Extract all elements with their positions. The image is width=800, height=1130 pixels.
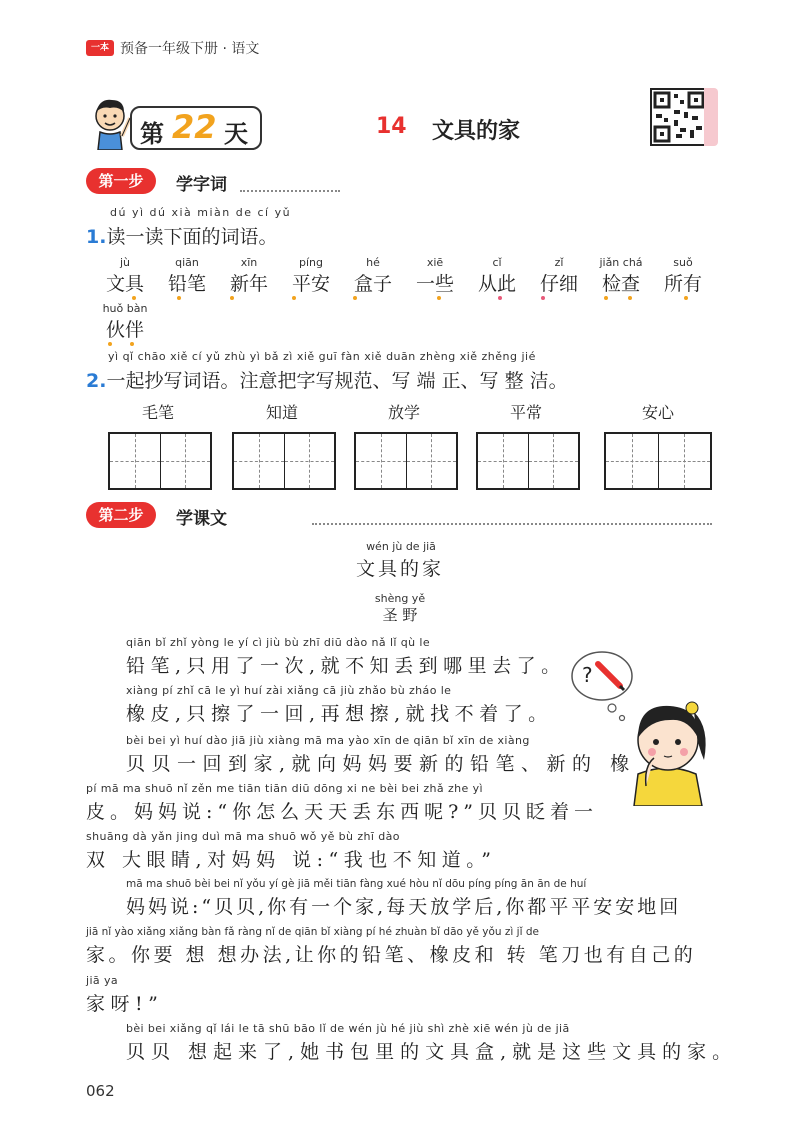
copy-word: 放学 bbox=[387, 403, 420, 422]
vocab-word: huǒ bàn 伙伴 bbox=[102, 302, 148, 341]
text-line: pí mā ma shuō nǐ zěn me tiān tiān diū dōng xi ne bèi bei zhǎ zhe yì 皮。妈妈说:“你怎么天天丢东西呢?”贝贝眨着一 bbox=[86, 782, 599, 823]
publisher-logo: 一本 bbox=[86, 40, 114, 56]
text-line: mā ma shuō bèi bei nǐ yǒu yí gè jiā měi tiān fàng xué hòu nǐ dōu píng píng ān ān de huí 妈妈说:“贝贝,你有一个家,每天放学后,你都平平安安地回 bbox=[126, 878, 682, 918]
vocab-word: xiē 一些 bbox=[415, 256, 454, 295]
copy-word: 安心 bbox=[641, 403, 674, 422]
q1-number: 1. bbox=[86, 226, 107, 248]
step1-title: 学字词 bbox=[176, 175, 227, 195]
q1-text: 读一读下面的词语。 bbox=[106, 226, 278, 248]
text-line: bèi bei xiǎng qǐ lái le tā shū bāo lǐ de wén jù hé jiù shì zhè xiē wén jù de jiā 贝贝 想起来了,她书包里的文具盒,就是这些文具的家。 bbox=[126, 1022, 738, 1063]
text-line: jiā nǐ yào xiǎng xiǎng bàn fǎ ràng nǐ de qiān bǐ xiàng pí hé zhuàn bǐ dāo yě yǒu zì jǐ de 家。你要 想 想办法,让你的铅笔、橡皮和 转 笔刀也有自己的 bbox=[86, 926, 697, 966]
qr-side-tag bbox=[704, 88, 718, 146]
writing-grid[interactable] bbox=[604, 432, 712, 490]
q1-pinyin: dú yì dú xià miàn de cí yǔ bbox=[110, 206, 292, 219]
vocab-word: zǐ 仔细 bbox=[539, 256, 578, 295]
q1-title bbox=[86, 222, 277, 249]
step2-title: 学课文 bbox=[176, 509, 227, 529]
day-prefix: 第 bbox=[140, 120, 164, 148]
vocab-word: suǒ 所有 bbox=[663, 256, 702, 295]
vocab-word: jù 文具 bbox=[105, 256, 144, 295]
vocab-word: hé 盒子 bbox=[353, 256, 392, 295]
writing-grid[interactable] bbox=[354, 432, 458, 490]
vocab-word: xīn 新年 bbox=[229, 256, 268, 295]
day-badge bbox=[130, 106, 262, 150]
q2-number: 2. bbox=[86, 370, 107, 392]
writing-grid[interactable] bbox=[476, 432, 580, 490]
author-pinyin: shèng yě bbox=[374, 592, 426, 605]
text-title: 文具的家 bbox=[355, 558, 444, 580]
vocab-word: píng 平安 bbox=[291, 256, 330, 295]
text-line: shuāng dà yǎn jing duì mā ma shuō wǒ yě bù zhī dào 双 大眼睛,对妈妈 说:“我也不知道。” bbox=[86, 830, 497, 871]
step2-divider bbox=[312, 523, 712, 525]
text-line: jiā ya 家呀!” bbox=[86, 974, 164, 1015]
text-line: qiān bǐ zhǐ yòng le yí cì jiù bù zhī diū dào nǎ lǐ qù le 铅笔,只用了一次,就不知丢到哪里去了。 bbox=[126, 636, 566, 677]
day-badge-group bbox=[88, 96, 258, 150]
step2-badge: 第二步 bbox=[86, 502, 156, 528]
day-number: 22 bbox=[172, 108, 217, 146]
boy-mascot-icon bbox=[88, 96, 134, 150]
vocab-word: cǐ 从此 bbox=[477, 256, 516, 295]
text-line: xiàng pí zhǐ cā le yì huí zài xiǎng cā jiù zhǎo bù zháo le 橡皮,只擦了一回,再想擦,就找不着了。 bbox=[126, 684, 553, 725]
step1-divider bbox=[240, 190, 340, 192]
q1-word-list bbox=[98, 256, 718, 356]
page-number: 062 bbox=[86, 1082, 115, 1100]
copy-word: 平常 bbox=[509, 403, 542, 422]
q2-title bbox=[86, 366, 568, 393]
writing-grid[interactable] bbox=[232, 432, 336, 490]
q2-text: 一起抄写词语。注意把字写规范、写 端 正、写 整 洁。 bbox=[106, 370, 568, 392]
header-title: 预备一年级下册 · 语文 bbox=[120, 41, 260, 57]
text-title-pinyin: wén jù de jiā bbox=[366, 540, 436, 553]
day-suffix: 天 bbox=[224, 120, 248, 148]
text-line: bèi bei yì huí dào jiā jiù xiàng mā ma yào xīn de qiān bǐ xīn de xiàng 贝贝一回到家,就向妈妈要新的铅笔、新的 橡 bbox=[126, 734, 636, 775]
vocab-word: qiān 铅笔 bbox=[167, 256, 206, 295]
vocab-word: jiǎn chá 检查 bbox=[599, 256, 643, 295]
svg-text:?: ? bbox=[582, 663, 593, 687]
lesson-number: 14 bbox=[376, 114, 407, 139]
author-name: 圣 野 bbox=[382, 606, 418, 624]
copy-word: 知道 bbox=[265, 403, 298, 422]
copy-word: 毛笔 bbox=[141, 403, 174, 422]
writing-grid[interactable] bbox=[108, 432, 212, 490]
lesson-title: 文具的家 bbox=[432, 119, 521, 144]
q2-pinyin: yì qǐ chāo xiě cí yǔ zhù yì bǎ zì xiě guī fàn xiě duān zhèng xiě zhěng jié bbox=[108, 350, 536, 363]
qr-code-icon[interactable] bbox=[650, 88, 708, 146]
step1-badge: 第一步 bbox=[86, 168, 156, 194]
thinking-girl-illustration bbox=[568, 646, 718, 806]
